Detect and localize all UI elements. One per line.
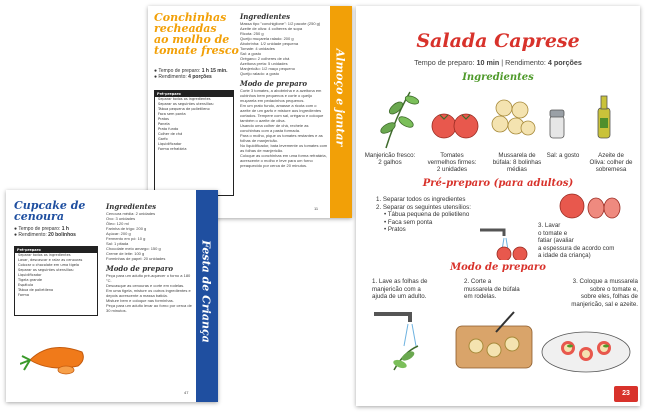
ingredients-title: Ingredientes [106, 202, 157, 211]
pre-step-1: 1. Separar todos os ingredientes [376, 196, 466, 203]
recipe-meta [356, 58, 640, 67]
faucet-basil-icon [374, 314, 418, 370]
list-item: Liquidificador [18, 273, 42, 277]
sliced-tomato-illustration [552, 186, 632, 222]
list-item: Espátula [18, 283, 34, 287]
prep-title: Modo de preparo [106, 264, 174, 273]
list-item: Peça para um adulto pré-aquecer o forno a 180 °C. [106, 273, 191, 283]
mozzarella-icon [492, 100, 535, 135]
list-item: Misture bem e coloque nas forminhas. [106, 298, 174, 303]
list-item: No liquidificador, bata levemente os tomates com as folhas de manjericão. [240, 143, 328, 153]
step-line: ajuda de um adulto. [372, 293, 427, 300]
yield-value: 20 bolinhos [48, 232, 76, 238]
list-item: Sal: 1 pitada [106, 241, 129, 246]
pre-preparo-list [155, 97, 233, 152]
label-line: Mussarela de [498, 152, 536, 159]
list-item: Prato fundo [158, 127, 179, 131]
tomato-icon [432, 114, 478, 138]
utensil-label: Pratos [387, 226, 406, 233]
list-item: Separar todos os ingredientes [18, 253, 71, 257]
page-number: 11 [314, 206, 319, 211]
list-item: Orégano: 2 colheres de chá [240, 56, 290, 61]
step-line: manjericão com a [372, 285, 421, 293]
prep-title: Modo de preparo [240, 79, 308, 88]
ingredients-column [240, 12, 328, 168]
list-item: Colher de chá [158, 132, 183, 136]
list-item: Abobrinha: 1/2 unidade pequena [240, 41, 299, 46]
step-line: sobre eles, folhas de [580, 293, 638, 300]
category-label: Festa de Criança [199, 240, 213, 343]
list-item: Garfo [158, 137, 168, 141]
yield-label: Rendimento: [505, 58, 546, 67]
label-line: Manjericão fresco: [364, 152, 416, 159]
label-line: sobremesa [595, 166, 627, 173]
ingredients-illustrations [366, 86, 638, 152]
meta-separator: | [501, 58, 504, 67]
list-item: Massa tipo "conchiglione": 1/2 pacote (250 g) [240, 21, 321, 26]
ingredients-title: Ingredientes [240, 12, 291, 21]
step-line: 3. Lavar [538, 222, 561, 229]
list-item: Colocar o chocolate em uma tigela [18, 263, 80, 267]
prep-illustrations [364, 306, 636, 378]
ingredient-label-tomato [420, 152, 484, 173]
utensil-item [384, 211, 536, 219]
plate-icon: ● [14, 232, 18, 238]
bullet-icon: • [384, 218, 388, 226]
prep-text [106, 273, 192, 313]
list-item: Açúcar: 200 g [106, 231, 131, 236]
step-line: sobre o tomate e, [589, 285, 638, 293]
carrot-illustration [20, 330, 90, 380]
ingredients-column [106, 202, 192, 313]
list-item: Forma refratária [158, 147, 187, 151]
plate-icon: ● [154, 74, 158, 80]
label-line: 2 unidades [436, 166, 468, 173]
title-line: ao molho de [154, 33, 230, 46]
list-item: Lavar, descascar e ralar as cenouras [18, 258, 83, 262]
label-line: Oliva: colher de [589, 159, 633, 166]
title-line: Conchinhas [154, 11, 227, 24]
pre-preparo-title: Pré-preparo (para adultos) [422, 178, 574, 189]
list-item: Separar os seguintes utensílios: [18, 268, 74, 272]
list-item: Creme de leite: 100 g [106, 251, 145, 256]
label-line: 2 galhos [378, 159, 402, 166]
faucet-tomato-illustration [474, 224, 544, 260]
bullet-icon: • [384, 211, 388, 218]
list-item: Óleo: 120 ml [106, 221, 129, 226]
list-item: Ovo: 3 unidades [106, 216, 136, 221]
step-line: a idade da criança) [538, 252, 591, 259]
recipe-page-salada-caprese [356, 6, 640, 406]
plate-salad-icon [542, 332, 630, 372]
ingredients-list [240, 21, 328, 76]
list-item: Farinha de trigo: 200 g [106, 226, 147, 231]
utensil-label: Tábua pequena de polietileno [387, 211, 470, 218]
list-item: Cenoura média: 2 unidades [106, 211, 156, 216]
prep-text [240, 88, 328, 168]
pre-step-2: 2. Separar os seguintes utensílios: [376, 203, 471, 211]
bullet-icon: • [384, 226, 388, 233]
time-label: Tempo de preparo: [158, 68, 201, 74]
list-item: Em uma tigela, misture os outros ingredientes e depois acrescente a massa batida. [106, 288, 191, 298]
time-value: 10 min [476, 58, 500, 67]
list-item: Liquidificador [158, 142, 182, 146]
list-item: Queijo ralado: a gosto [240, 71, 280, 76]
label-line: Sal: a gosto [546, 152, 580, 159]
list-item: Fermento em pó: 10 g [106, 236, 146, 241]
step-line: 1. Lave as folhas de [372, 278, 428, 285]
step-line: 3. Coloque a mussarela [572, 278, 638, 285]
recipe-page-cupcake [6, 190, 218, 402]
list-item: Separar todos os ingredientes [158, 97, 211, 101]
title-line: cenoura [14, 210, 64, 223]
time-label: Tempo de preparo: [414, 58, 475, 67]
pre-step-3 [538, 222, 638, 260]
pre-preparo-title: Pré-preparo [15, 247, 97, 253]
list-item: Tigela grande [18, 278, 43, 282]
list-item: Tábua pequena de polietileno [158, 107, 210, 111]
page-number: 23 [614, 386, 638, 402]
category-label: Almoço e jantar [333, 48, 347, 147]
salt-shaker-icon [550, 110, 564, 138]
list-item: Coloque as conchinhas em uma forma refratária, acrescente o molho e leve para um forno preaquecido por cerca de 20 minutos. [240, 153, 327, 168]
list-item: Chocolate meio amargo: 150 g [106, 246, 161, 251]
ingredient-label-basil [362, 152, 418, 166]
label-line: búfala: 8 bolinhas [492, 159, 542, 166]
list-item: Faca sem ponta [158, 112, 186, 116]
label-line: médias [507, 166, 527, 173]
ingredient-label-olive-oil [582, 152, 640, 173]
list-item: Panela [158, 122, 170, 126]
list-item: Manjericão: 1/2 maço pequeno [240, 66, 295, 71]
step-line: 2. Corte a [464, 278, 492, 285]
ingredient-label-salt [542, 152, 584, 159]
basil-icon [379, 92, 420, 148]
step-line: a espessura de acordo com [538, 244, 615, 252]
list-item: Separar os seguintes utensílios: [158, 102, 214, 106]
step-line: mussarela de búfala [464, 285, 520, 293]
list-item: Pratos [158, 117, 169, 121]
list-item: Peça para um adulto levar ao forno por cerca de 30 minutos. [106, 303, 192, 313]
list-item: Ricota: 250 g [240, 31, 264, 36]
step-line: manjericão, sal e azeite. [571, 300, 638, 308]
step-line: em rodelas. [464, 293, 497, 300]
list-item: Usando uma colher de chá, recheie as conchinhas com a pasta formada. [240, 123, 309, 133]
recipe-title: Salada Caprese [416, 30, 580, 52]
label-line: vermelhos firmes: [427, 159, 477, 166]
list-item: Azeitona preta: 5 unidades [240, 61, 288, 66]
ingredient-label-mozzarella [484, 152, 550, 173]
label-line: Azeite de [598, 152, 624, 159]
utensil-label: Faca sem ponta [387, 218, 433, 226]
list-item: Em um prato fundo, amasse a ricota com o azeite de um garfo e misture aos ingredientes cortados. Tempere com sal, orégano e coloque também o azeite de oliva. [240, 103, 324, 123]
recipe-title [14, 200, 104, 222]
list-item: Para o molho, pique os tomates restantes e as folhas de manjericão. [240, 133, 323, 143]
title-line: Cupcake de [14, 199, 86, 212]
pre-preparo-title: Pré-preparo [155, 91, 233, 97]
list-item: Forma [18, 293, 29, 297]
title-line: recheadas [154, 22, 217, 35]
prep-title: Modo de preparo [450, 262, 546, 273]
yield-value: 4 porções [547, 58, 582, 67]
pre-preparo-box [14, 246, 98, 316]
pre-preparo-list [15, 253, 97, 298]
recipe-meta [14, 226, 104, 238]
pre-preparo-box [154, 90, 234, 196]
yield-value: 4 porções [188, 74, 212, 80]
title-line: tomate fresco [154, 44, 239, 57]
recipe-page-conchinhas [148, 6, 352, 218]
step-line: o tomate e [538, 229, 568, 237]
list-item: Descasque as cenouras e corte em rodelas. [106, 283, 185, 288]
list-item: Forminhas de papel: 20 unidades [106, 256, 166, 261]
label-line: Tomates [440, 152, 464, 159]
ingredients-title: Ingredientes [462, 72, 534, 83]
list-item: Tábua de polietileno [18, 288, 54, 292]
yield-label: Rendimento: [158, 74, 187, 80]
time-value: 1 h 15 min. [201, 68, 228, 74]
prep-step-1 [372, 278, 454, 301]
yield-label: Rendimento: [18, 232, 47, 238]
olive-oil-bottle-icon [598, 96, 610, 138]
prep-step-2 [464, 278, 548, 301]
list-item: Sal: a gosto [240, 51, 262, 56]
list-item: Azeite de oliva: 4 colheres de sopa [240, 26, 303, 31]
time-label: Tempo de preparo: [18, 226, 61, 232]
time-value: 1 h [61, 226, 69, 232]
list-item: Corte 3 tomates, a abobrinha e a azeitona em cubinhos bem pequenos e corte o queijo muçarela em pedacinhos pequenos. [240, 88, 322, 103]
clock-icon: ● [154, 68, 158, 74]
page-number: 47 [184, 390, 189, 395]
step-line: fatiar (avaliar [538, 237, 574, 244]
cutting-board-icon [456, 312, 532, 368]
list-item: Queijo muçarela ralado: 200 g [240, 36, 294, 41]
list-item: Tomate: 4 unidades [240, 46, 275, 51]
prep-step-3 [540, 278, 638, 308]
ingredients-list [106, 211, 192, 261]
clock-icon: ● [14, 226, 18, 232]
recipe-meta [154, 68, 234, 80]
